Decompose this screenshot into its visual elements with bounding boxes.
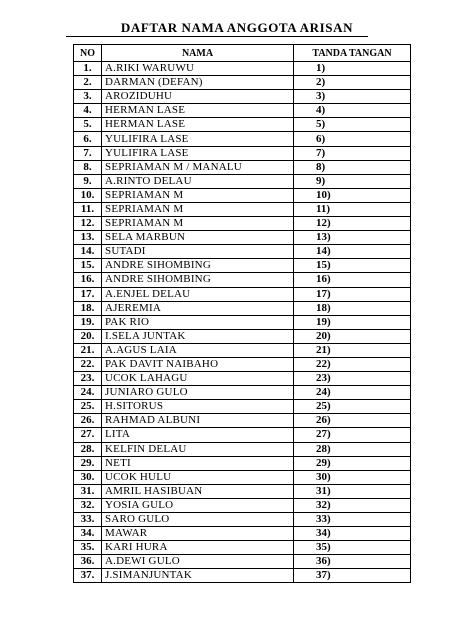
row-number: 35.: [74, 541, 102, 555]
member-name: RAHMAD ALBUNI: [102, 414, 294, 428]
signature-slot: 7): [294, 146, 411, 160]
member-name: ANDRE SIHOMBING: [102, 259, 294, 273]
row-number: 22.: [74, 357, 102, 371]
table-row: [74, 372, 411, 386]
signature-slot: 28): [294, 442, 411, 456]
table-row: [74, 315, 411, 329]
signature-slot: 10): [294, 188, 411, 202]
member-name: UCOK LAHAGU: [102, 372, 294, 386]
document-title: DAFTAR NAMA ANGGOTA ARISAN: [120, 20, 354, 35]
row-number: 14.: [74, 245, 102, 259]
table-row: [74, 357, 411, 371]
row-number: 21.: [74, 343, 102, 357]
signature-slot: 34): [294, 527, 411, 541]
signature-slot: 5): [294, 118, 411, 132]
signature-slot: 2): [294, 76, 411, 90]
signature-slot: 16): [294, 273, 411, 287]
member-name: PAK RIO: [102, 315, 294, 329]
table-row: [74, 498, 411, 512]
signature-slot: 4): [294, 104, 411, 118]
header-nama: NAMA: [102, 45, 294, 62]
table-row: [74, 386, 411, 400]
member-name: AJEREMIA: [102, 301, 294, 315]
member-name: DARMAN (DEFAN): [102, 76, 294, 90]
row-number: 37.: [74, 569, 102, 583]
table-row: [74, 217, 411, 231]
table-row: [74, 62, 411, 76]
table-row: [74, 174, 411, 188]
signature-slot: 19): [294, 315, 411, 329]
row-number: 9.: [74, 174, 102, 188]
row-number: 6.: [74, 132, 102, 146]
member-name: SEPRIAMAN M / MANALU: [102, 160, 294, 174]
row-number: 8.: [74, 160, 102, 174]
row-number: 13.: [74, 231, 102, 245]
table-row: [74, 343, 411, 357]
member-name: JUNIARO GULO: [102, 386, 294, 400]
member-name: ANDRE SIHOMBING: [102, 273, 294, 287]
member-name: MAWAR: [102, 527, 294, 541]
row-number: 16.: [74, 273, 102, 287]
row-number: 25.: [74, 400, 102, 414]
member-name: YULIFIRA LASE: [102, 132, 294, 146]
member-name: PAK DAVIT NAIBAHO: [102, 357, 294, 371]
row-number: 17.: [74, 287, 102, 301]
table-row: [74, 470, 411, 484]
table-row: [74, 132, 411, 146]
member-name: J.SIMANJUNTAK: [102, 569, 294, 583]
row-number: 11.: [74, 202, 102, 216]
signature-slot: 14): [294, 245, 411, 259]
table-row: [74, 513, 411, 527]
row-number: 36.: [74, 555, 102, 569]
member-table: [73, 44, 411, 583]
member-rows: [74, 62, 411, 583]
member-name: LITA: [102, 428, 294, 442]
row-number: 7.: [74, 146, 102, 160]
table-row: [74, 428, 411, 442]
signature-slot: 30): [294, 470, 411, 484]
member-name: HERMAN LASE: [102, 118, 294, 132]
signature-slot: 33): [294, 513, 411, 527]
signature-slot: 32): [294, 498, 411, 512]
row-number: 30.: [74, 470, 102, 484]
signature-slot: 22): [294, 357, 411, 371]
title-underline: [66, 36, 368, 37]
signature-slot: 24): [294, 386, 411, 400]
row-number: 5.: [74, 118, 102, 132]
header-row: [74, 45, 411, 62]
member-name: A.RINTO DELAU: [102, 174, 294, 188]
signature-slot: 15): [294, 259, 411, 273]
signature-slot: 9): [294, 174, 411, 188]
signature-slot: 37): [294, 569, 411, 583]
table-row: [74, 484, 411, 498]
row-number: 28.: [74, 442, 102, 456]
row-number: 26.: [74, 414, 102, 428]
row-number: 10.: [74, 188, 102, 202]
signature-slot: 21): [294, 343, 411, 357]
member-name: YOSIA GULO: [102, 498, 294, 512]
table-row: [74, 400, 411, 414]
row-number: 24.: [74, 386, 102, 400]
table-row: [74, 118, 411, 132]
signature-slot: 18): [294, 301, 411, 315]
row-number: 23.: [74, 372, 102, 386]
signature-slot: 31): [294, 484, 411, 498]
member-name: UCOK HULU: [102, 470, 294, 484]
signature-slot: 11): [294, 202, 411, 216]
member-name: NETI: [102, 456, 294, 470]
signature-slot: 20): [294, 329, 411, 343]
member-name: A.ENJEL DELAU: [102, 287, 294, 301]
table-row: [74, 90, 411, 104]
table-row: [74, 527, 411, 541]
signature-slot: 29): [294, 456, 411, 470]
signature-slot: 25): [294, 400, 411, 414]
table-row: [74, 301, 411, 315]
signature-slot: 1): [294, 62, 411, 76]
table-row: [74, 273, 411, 287]
signature-slot: 6): [294, 132, 411, 146]
row-number: 1.: [74, 62, 102, 76]
table-row: [74, 569, 411, 583]
row-number: 3.: [74, 90, 102, 104]
table-row: [74, 442, 411, 456]
row-number: 20.: [74, 329, 102, 343]
row-number: 32.: [74, 498, 102, 512]
member-name: SEPRIAMAN M: [102, 202, 294, 216]
signature-slot: 3): [294, 90, 411, 104]
table-row: [74, 456, 411, 470]
signature-slot: 13): [294, 231, 411, 245]
table-row: [74, 104, 411, 118]
member-name: A.AGUS LAIA: [102, 343, 294, 357]
member-name: YULIFIRA LASE: [102, 146, 294, 160]
table-row: [74, 160, 411, 174]
row-number: 34.: [74, 527, 102, 541]
table-row: [74, 287, 411, 301]
signature-slot: 23): [294, 372, 411, 386]
signature-slot: 26): [294, 414, 411, 428]
row-number: 19.: [74, 315, 102, 329]
table-row: [74, 202, 411, 216]
table-row: [74, 231, 411, 245]
signature-slot: 8): [294, 160, 411, 174]
table-row: [74, 555, 411, 569]
member-name: I.SELA JUNTAK: [102, 329, 294, 343]
header-no: NO: [74, 45, 102, 62]
signature-slot: 12): [294, 217, 411, 231]
signature-slot: 36): [294, 555, 411, 569]
table-row: [74, 414, 411, 428]
row-number: 31.: [74, 484, 102, 498]
row-number: 33.: [74, 513, 102, 527]
table-row: [74, 76, 411, 90]
table-row: [74, 329, 411, 343]
member-name: A.DEWI GULO: [102, 555, 294, 569]
member-name: AMRIL HASIBUAN: [102, 484, 294, 498]
member-name: KARI HURA: [102, 541, 294, 555]
member-name: A.RIKI WARUWU: [102, 62, 294, 76]
member-name: AROZIDUHU: [102, 90, 294, 104]
member-name: SELA MARBUN: [102, 231, 294, 245]
table-row: [74, 188, 411, 202]
row-number: 15.: [74, 259, 102, 273]
member-name: H.SITORUS: [102, 400, 294, 414]
row-number: 4.: [74, 104, 102, 118]
member-name: HERMAN LASE: [102, 104, 294, 118]
member-name: SEPRIAMAN M: [102, 217, 294, 231]
header-tanda-tangan: TANDA TANGAN: [294, 45, 411, 62]
signature-slot: 17): [294, 287, 411, 301]
member-name: SUTADI: [102, 245, 294, 259]
row-number: 29.: [74, 456, 102, 470]
member-name: KELFIN DELAU: [102, 442, 294, 456]
row-number: 27.: [74, 428, 102, 442]
table-row: [74, 541, 411, 555]
row-number: 2.: [74, 76, 102, 90]
signature-slot: 35): [294, 541, 411, 555]
member-name: SEPRIAMAN M: [102, 188, 294, 202]
row-number: 12.: [74, 217, 102, 231]
table-row: [74, 259, 411, 273]
table-row: [74, 245, 411, 259]
signature-slot: 27): [294, 428, 411, 442]
table-row: [74, 146, 411, 160]
member-name: SARO GULO: [102, 513, 294, 527]
row-number: 18.: [74, 301, 102, 315]
